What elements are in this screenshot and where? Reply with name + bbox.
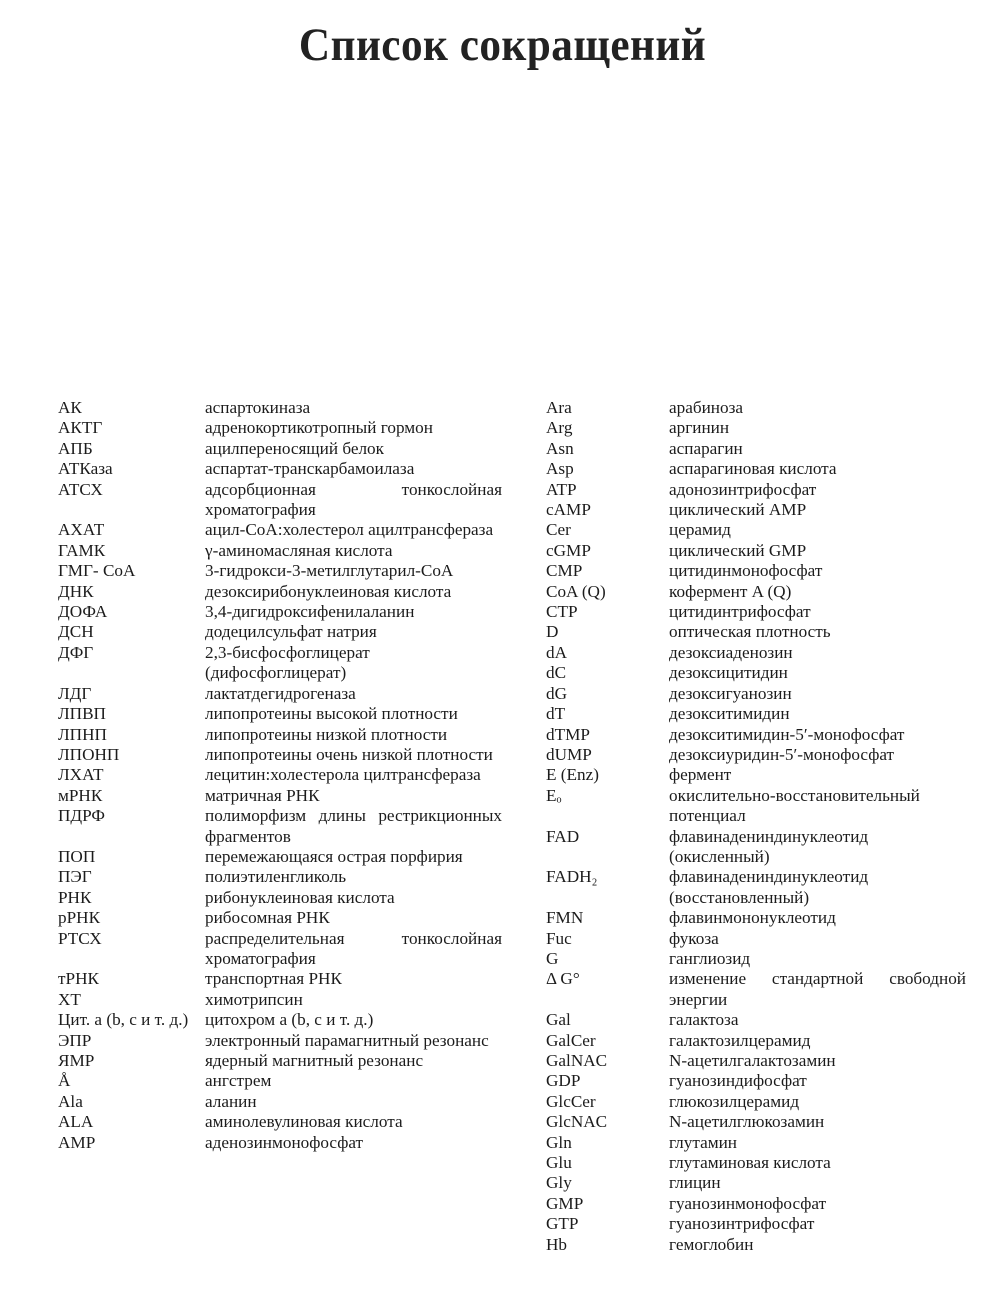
abbreviation: АХАТ — [58, 520, 105, 540]
definition: аланин — [205, 1091, 257, 1111]
definition: адренокортикотропный гормон — [205, 418, 433, 438]
abbreviation: CMP — [546, 561, 583, 581]
abbreviation-entry — [546, 745, 966, 765]
abbreviation: GlcCer — [546, 1091, 596, 1111]
abbreviation: Fuc — [546, 928, 572, 948]
abbreviation: ПЭГ — [58, 867, 92, 887]
abbreviation: GlcNAC — [546, 1112, 608, 1132]
definition: глутаминовая кислота — [669, 1153, 831, 1173]
definition: глюкозилцерамид — [669, 1091, 800, 1111]
abbreviation: G — [546, 948, 559, 968]
abbreviation-entry — [58, 541, 502, 561]
definition: адсорбционная тонкослойная хроматография — [205, 479, 502, 520]
abbreviation-entry — [546, 398, 966, 418]
definition: окислительно-восстановительный потенциал — [669, 785, 920, 826]
abbreviation-entry — [546, 1112, 966, 1132]
abbreviation: dC — [546, 663, 567, 683]
abbreviation: ДОФА — [58, 602, 108, 622]
abbreviation-entry — [58, 582, 502, 602]
definition: оптическая плотность — [669, 622, 831, 642]
abbreviation-entry — [58, 765, 502, 785]
abbreviation-entry — [546, 459, 966, 479]
abbreviation-entry — [546, 929, 966, 949]
definition: ангстрем — [205, 1071, 272, 1091]
abbreviation-entry — [58, 745, 502, 765]
definition: глутамин — [669, 1132, 737, 1152]
abbreviation-entry — [546, 908, 966, 928]
abbreviation-entry — [58, 725, 502, 745]
abbreviation-entry — [546, 704, 966, 724]
abbreviation: ALA — [58, 1112, 94, 1132]
abbreviation-entry — [58, 969, 502, 989]
abbreviation-entry — [546, 1010, 966, 1030]
abbreviation: GalCer — [546, 1030, 596, 1050]
abbreviation: GMP — [546, 1193, 584, 1213]
abbreviation: dT — [546, 704, 566, 724]
abbreviation-entry — [58, 684, 502, 704]
abbreviation-entry — [58, 888, 502, 908]
abbreviation-entry — [546, 1092, 966, 1112]
abbreviation-entry — [546, 684, 966, 704]
abbreviation: АК — [58, 398, 82, 417]
abbreviation-entry — [546, 582, 966, 602]
abbreviation: CoA (Q) — [546, 581, 606, 601]
definition: циклический GMP — [669, 540, 807, 560]
abbreviation: ЭПР — [58, 1030, 92, 1050]
definition: липопротеины высокой плотности — [205, 704, 458, 724]
abbreviation: мРНК — [58, 785, 103, 805]
abbreviation: GTP — [546, 1214, 579, 1234]
abbreviation-entry — [58, 867, 502, 887]
abbreviation-entry — [58, 1133, 502, 1153]
abbreviation-entry — [546, 1133, 966, 1153]
definition: матричная РНК — [205, 785, 320, 805]
abbreviation: AMP — [58, 1132, 96, 1152]
abbreviation-entry — [58, 643, 502, 684]
definition: 2,3-бисфосфоглицерат (дифосфоглицерат) — [205, 642, 370, 683]
abbreviation-entry — [58, 418, 502, 438]
abbreviation-entry — [546, 520, 966, 540]
abbreviation: Цит. a (b, c и т. д.) — [58, 1010, 189, 1030]
definition: ацил-СоА:холестерол ацилтрансфераза — [205, 520, 494, 540]
definition: циклический AMP — [669, 500, 807, 520]
definition: аспартокиназа — [205, 398, 311, 417]
abbreviation-entry — [546, 827, 966, 868]
definition: дезоксицитидин — [669, 663, 788, 683]
definition: цитохром a (b, c и т. д.) — [205, 1010, 374, 1030]
abbreviation-entry — [58, 1092, 502, 1112]
abbreviation: ПДРФ — [58, 806, 105, 826]
abbreviation: Cer — [546, 520, 571, 540]
abbreviation: Glu — [546, 1153, 572, 1173]
abbreviation: РТСХ — [58, 928, 102, 948]
definition: полиморфизм длины рестрикционных фрагментов — [205, 806, 502, 846]
abbreviation: dA — [546, 642, 568, 662]
definition: дезоксирибонуклеиновая кислота — [205, 581, 452, 601]
abbreviation-entry — [58, 602, 502, 622]
abbreviation-entry — [546, 1235, 966, 1255]
abbreviation-entry — [58, 704, 502, 724]
abbreviation: Gln — [546, 1132, 572, 1152]
abbreviation-entry — [58, 1031, 502, 1051]
definition: дезоксиаденозин — [669, 642, 793, 662]
abbreviation: АПБ — [58, 438, 93, 458]
abbreviation-entry — [546, 765, 966, 785]
abbreviation-entry — [58, 459, 502, 479]
abbreviation: ЛПВП — [58, 704, 106, 724]
definition: дезокситимидин — [669, 704, 790, 724]
abbreviation-entry — [58, 520, 502, 540]
abbreviation: ХТ — [58, 989, 81, 1009]
definition: ганглиозид — [669, 948, 751, 968]
definition: гуанозинмонофосфат — [669, 1193, 827, 1213]
abbreviation: E (Enz) — [546, 765, 599, 785]
definition: аргинин — [669, 418, 730, 438]
abbreviation-entry — [58, 908, 502, 928]
abbreviation: ГМГ- СоА — [58, 561, 136, 581]
abbreviation: ДСН — [58, 622, 94, 642]
definition: адонозинтрифосфат — [669, 479, 817, 499]
definition: аспарагиновая кислота — [669, 459, 837, 479]
abbreviation-entry — [546, 480, 966, 500]
abbreviation-entry — [546, 1153, 966, 1173]
abbreviation: ЛДГ — [58, 683, 92, 703]
abbreviation-entry — [546, 1031, 966, 1051]
abbreviation-entry — [546, 725, 966, 745]
abbreviation: dG — [546, 683, 568, 703]
definition: арабиноза — [669, 398, 744, 417]
abbreviation-entry — [58, 561, 502, 581]
abbreviation-entry — [58, 1051, 502, 1071]
definition: фукоза — [669, 928, 719, 948]
abbreviation: Gal — [546, 1010, 571, 1030]
abbreviation: dUMP — [546, 744, 592, 764]
abbreviation-entry — [546, 969, 966, 1010]
abbreviation: cAMP — [546, 500, 591, 520]
abbreviation: Eₒ — [546, 785, 562, 805]
definition: галактоза — [669, 1010, 739, 1030]
abbreviation-entry — [58, 1071, 502, 1091]
definition: ацилпереносящий белок — [205, 438, 385, 458]
abbreviation-entry — [58, 929, 502, 970]
abbreviation-entry — [546, 1051, 966, 1071]
definition: цитидинмонофосфат — [669, 561, 823, 581]
abbreviation-entry — [546, 622, 966, 642]
abbreviation-entry — [58, 806, 502, 847]
abbreviation: CTP — [546, 602, 578, 622]
abbreviation: GalNAC — [546, 1051, 608, 1070]
definition: аспартат-транскарбамоилаза — [205, 459, 415, 479]
definition: гуанозиндифосфат — [669, 1071, 807, 1091]
abbreviation: GDP — [546, 1071, 581, 1091]
abbreviation: ДФГ — [58, 642, 94, 662]
definition: цитидинтрифосфат — [669, 602, 811, 622]
definition: аминолевулиновая кислота — [205, 1112, 403, 1132]
abbreviation-entry — [546, 663, 966, 683]
abbreviation: АКТГ — [58, 418, 103, 438]
abbreviation: РНК — [58, 887, 92, 907]
abbreviation: FADH₂ — [546, 867, 598, 887]
abbreviation: Asn — [546, 438, 574, 458]
definition: электронный парамагнитный резонанс — [205, 1030, 489, 1050]
definition: аспарагин — [669, 438, 743, 458]
abbreviation: Ala — [58, 1091, 83, 1111]
definition: перемежающаяся острая порфирия — [205, 846, 463, 866]
abbreviation: D — [546, 622, 559, 642]
abbreviation: ГАМК — [58, 540, 106, 560]
definition: рибосомная РНК — [205, 908, 330, 928]
definition: липопротеины низкой плотности — [205, 724, 448, 744]
abbreviation: рРНК — [58, 908, 101, 928]
abbreviation: cGMP — [546, 540, 591, 560]
abbreviation: Hb — [546, 1234, 568, 1254]
abbreviation-entry — [58, 398, 502, 418]
abbreviation-entry — [546, 541, 966, 561]
abbreviation: FMN — [546, 908, 584, 928]
abbreviation: Å — [58, 1071, 71, 1091]
abbreviations-left-column — [58, 398, 502, 1153]
abbreviation-entry — [546, 949, 966, 969]
definition: липопротеины очень низкой плотности — [205, 744, 493, 764]
abbreviation-entry — [58, 622, 502, 642]
abbreviation-entry — [546, 418, 966, 438]
definition: N-ацетилгалактозамин — [669, 1051, 836, 1070]
definition: дезоксиуридин-5′-монофосфат — [669, 744, 895, 764]
abbreviation: Asp — [546, 459, 574, 479]
definition: химотрипсин — [205, 989, 303, 1009]
definition: дезоксигуанозин — [669, 683, 792, 703]
definition: гемоглобин — [669, 1234, 754, 1254]
definition: 3,4-дигидроксифенилаланин — [205, 602, 415, 622]
abbreviation-entry — [58, 480, 502, 521]
abbreviation-entry — [58, 990, 502, 1010]
abbreviation: АТКаза — [58, 459, 113, 479]
definition: гуанозинтрифосфат — [669, 1214, 815, 1234]
abbreviation-entry — [546, 1194, 966, 1214]
definition: флавинадениндинуклеотид (окисленный) — [669, 826, 869, 866]
abbreviation-entry — [546, 867, 966, 908]
abbreviation: dTMP — [546, 724, 590, 744]
definition: 3-гидрокси-3-метилглутарил-СоА — [205, 561, 454, 581]
abbreviation-entry — [58, 847, 502, 867]
abbreviation-entry — [58, 786, 502, 806]
definition: N-ацетилглюкозамин — [669, 1112, 825, 1132]
definition: церамид — [669, 520, 731, 540]
abbreviation-entry — [546, 500, 966, 520]
abbreviation: тРНК — [58, 969, 99, 989]
abbreviation: Gly — [546, 1173, 572, 1193]
abbreviation-entry — [546, 1214, 966, 1234]
definition: галактозилцерамид — [669, 1030, 811, 1050]
abbreviation: АТСХ — [58, 479, 103, 499]
abbreviation: Ara — [546, 398, 572, 417]
abbreviation-entry — [546, 1173, 966, 1193]
definition: полиэтиленгликоль — [205, 867, 347, 887]
definition: рибонуклеиновая кислота — [205, 887, 395, 907]
abbreviation: ДНК — [58, 581, 94, 601]
abbreviation-entry — [546, 786, 966, 827]
abbreviation-entry — [546, 643, 966, 663]
abbreviation: ЯМР — [58, 1051, 95, 1070]
abbreviation-entry — [58, 1112, 502, 1132]
definition: γ-аминомасляная кислота — [205, 540, 393, 560]
definition: фермент — [669, 765, 732, 785]
abbreviation: ПОП — [58, 846, 96, 866]
abbreviation-entry — [546, 1071, 966, 1091]
abbreviation: Arg — [546, 418, 573, 438]
abbreviation: FAD — [546, 826, 580, 846]
abbreviation: ЛПНП — [58, 724, 107, 744]
definition: изменение стандартной свободной энергии — [669, 969, 966, 1009]
definition: флавинадениндинуклеотид (восстановленный) — [669, 867, 869, 907]
definition: лактатдегидрогеназа — [205, 683, 356, 703]
definition: додецилсульфат натрия — [205, 622, 377, 642]
definition: кофермент A (Q) — [669, 581, 792, 601]
definition: лецитин:холестерола цилтрансфераза — [205, 765, 481, 785]
abbreviation-entry — [58, 1010, 502, 1030]
abbreviation: Δ G° — [546, 969, 580, 989]
abbreviation-entry — [58, 439, 502, 459]
definition: флавинмононуклеотид — [669, 908, 836, 928]
definition: глицин — [669, 1173, 721, 1193]
abbreviation-entry — [546, 439, 966, 459]
abbreviation: ЛХАТ — [58, 765, 104, 785]
definition: ядерный магнитный резонанс — [205, 1051, 424, 1070]
abbreviation: ATP — [546, 479, 577, 499]
abbreviation-entry — [546, 561, 966, 581]
definition: дезокситимидин-5′-монофосфат — [669, 724, 905, 744]
abbreviation: ЛПОНП — [58, 744, 120, 764]
definition: аденозинмонофосфат — [205, 1132, 364, 1152]
definition: транспортная РНК — [205, 969, 342, 989]
definition: распределительная тонкослойная хроматография — [205, 928, 502, 968]
page-title: Список сокращений — [298, 19, 707, 71]
abbreviations-right-column — [546, 398, 966, 1255]
abbreviation-entry — [546, 602, 966, 622]
